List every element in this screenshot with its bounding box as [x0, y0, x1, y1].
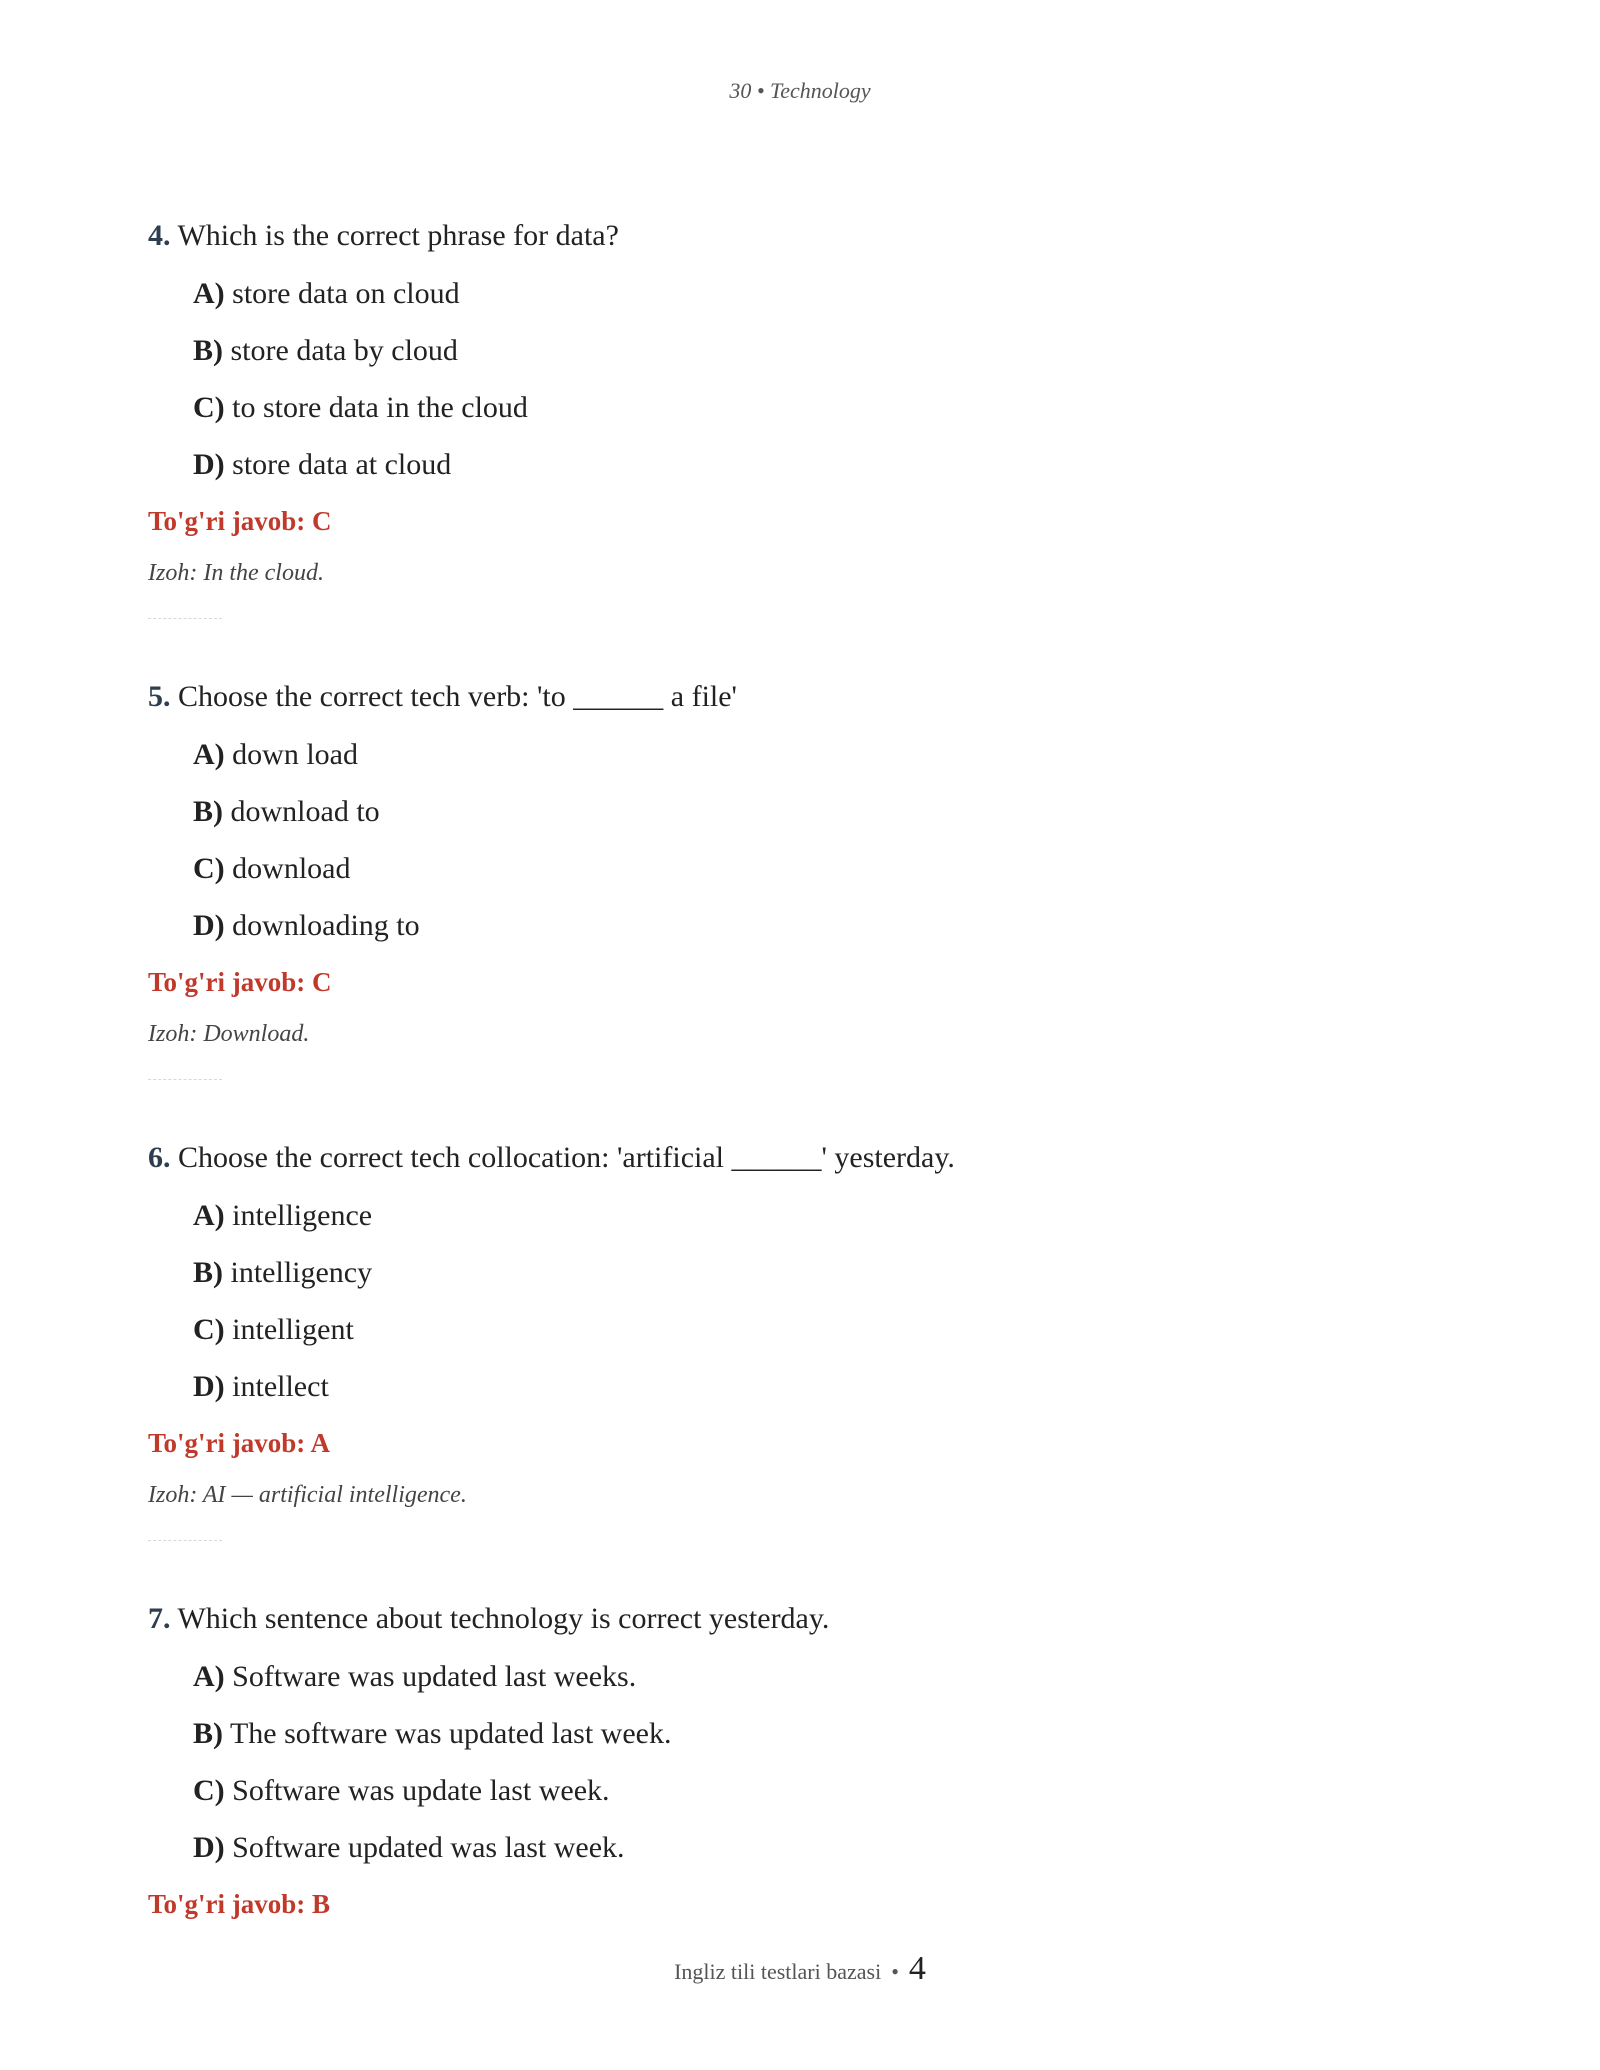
option-letter: C): [193, 852, 225, 885]
explanation-note: Izoh: In the cloud.: [148, 560, 324, 586]
explanation-note: Izoh: AI — artificial intelligence.: [148, 1482, 467, 1508]
question-number: 5.: [148, 680, 171, 713]
option-text: intelligent: [232, 1313, 354, 1346]
divider: [148, 1079, 222, 1080]
answer-option: [193, 1198, 1448, 1234]
option-letter: B): [193, 795, 223, 828]
option-letter: A): [193, 1660, 225, 1693]
answer-option: [193, 447, 1448, 483]
option-text: Software was updated last weeks.: [232, 1660, 637, 1693]
answer-option: [193, 794, 1448, 830]
correct-answer: To'g'ri javob: A: [148, 1428, 331, 1458]
divider: [148, 1540, 222, 1541]
answer-option: [193, 1659, 1448, 1695]
option-text: downloading to: [232, 909, 420, 942]
answer-option: [193, 1369, 1448, 1405]
question-text: [148, 679, 1448, 715]
footer-separator: •: [891, 1959, 899, 1984]
question-block: [148, 218, 1448, 619]
question-text: [148, 1140, 1448, 1176]
option-text: to store data in the cloud: [232, 391, 528, 424]
answer-option: [193, 390, 1448, 426]
option-letter: D): [193, 909, 225, 942]
divider: [148, 618, 222, 619]
question-block: [148, 1140, 1448, 1541]
answer-option: [193, 1773, 1448, 1809]
option-letter: D): [193, 1831, 225, 1864]
option-text: Software was update last week.: [232, 1774, 610, 1807]
option-text: down load: [232, 738, 358, 771]
explanation-note: Izoh: Download.: [148, 1021, 310, 1047]
question-number: 4.: [148, 219, 171, 252]
question-text: [148, 218, 1448, 254]
correct-answer: To'g'ri javob: B: [148, 1889, 331, 1919]
option-letter: C): [193, 1313, 225, 1346]
answer-option: [193, 908, 1448, 944]
option-text: download: [232, 852, 351, 885]
footer-title: Ingliz tili testlari bazasi: [674, 1959, 882, 1984]
page-header: 30 • Technology: [729, 78, 871, 103]
answer-option: [193, 1830, 1448, 1866]
correct-answer: To'g'ri javob: C: [148, 506, 332, 536]
question-number: 6.: [148, 1141, 171, 1174]
option-letter: A): [193, 1199, 225, 1232]
answer-option: [193, 333, 1448, 369]
answer-option: [193, 276, 1448, 312]
option-letter: D): [193, 1370, 225, 1403]
option-letter: B): [193, 1717, 223, 1750]
answer-option: [193, 737, 1448, 773]
option-text: store data at cloud: [232, 448, 452, 481]
question-body: Which sentence about technology is correct yesterday.: [177, 1602, 830, 1635]
question-text: [148, 1601, 1448, 1637]
option-letter: D): [193, 448, 225, 481]
option-letter: A): [193, 738, 225, 771]
option-text: intelligency: [230, 1256, 373, 1289]
question-block: [148, 679, 1448, 1080]
option-text: The software was updated last week.: [229, 1717, 672, 1750]
answer-option: [193, 1312, 1448, 1348]
option-letter: B): [193, 1256, 223, 1289]
option-text: Software updated was last week.: [232, 1831, 625, 1864]
page-number: 4: [908, 1950, 926, 1987]
question-body: Choose the correct tech verb: 'to ______ a file': [178, 680, 737, 713]
option-text: intelligence: [232, 1199, 373, 1232]
answer-option: [193, 851, 1448, 887]
answer-option: [193, 1716, 1448, 1752]
correct-answer: To'g'ri javob: C: [148, 967, 332, 997]
option-text: store data by cloud: [230, 334, 458, 367]
page-footer: [0, 1950, 1600, 1988]
option-text: download to: [230, 795, 380, 828]
question-number: 7.: [148, 1602, 171, 1635]
option-text: store data on cloud: [232, 277, 460, 310]
option-letter: B): [193, 334, 223, 367]
option-letter: C): [193, 391, 225, 424]
question-body: Which is the correct phrase for data?: [177, 219, 619, 252]
question-block: [148, 1601, 1448, 1921]
option-text: intellect: [232, 1370, 329, 1403]
option-letter: A): [193, 277, 225, 310]
option-letter: C): [193, 1774, 225, 1807]
answer-option: [193, 1255, 1448, 1291]
question-body: Choose the correct tech collocation: 'artificial ______' yesterday.: [178, 1141, 955, 1174]
question-list: [148, 218, 1448, 1959]
